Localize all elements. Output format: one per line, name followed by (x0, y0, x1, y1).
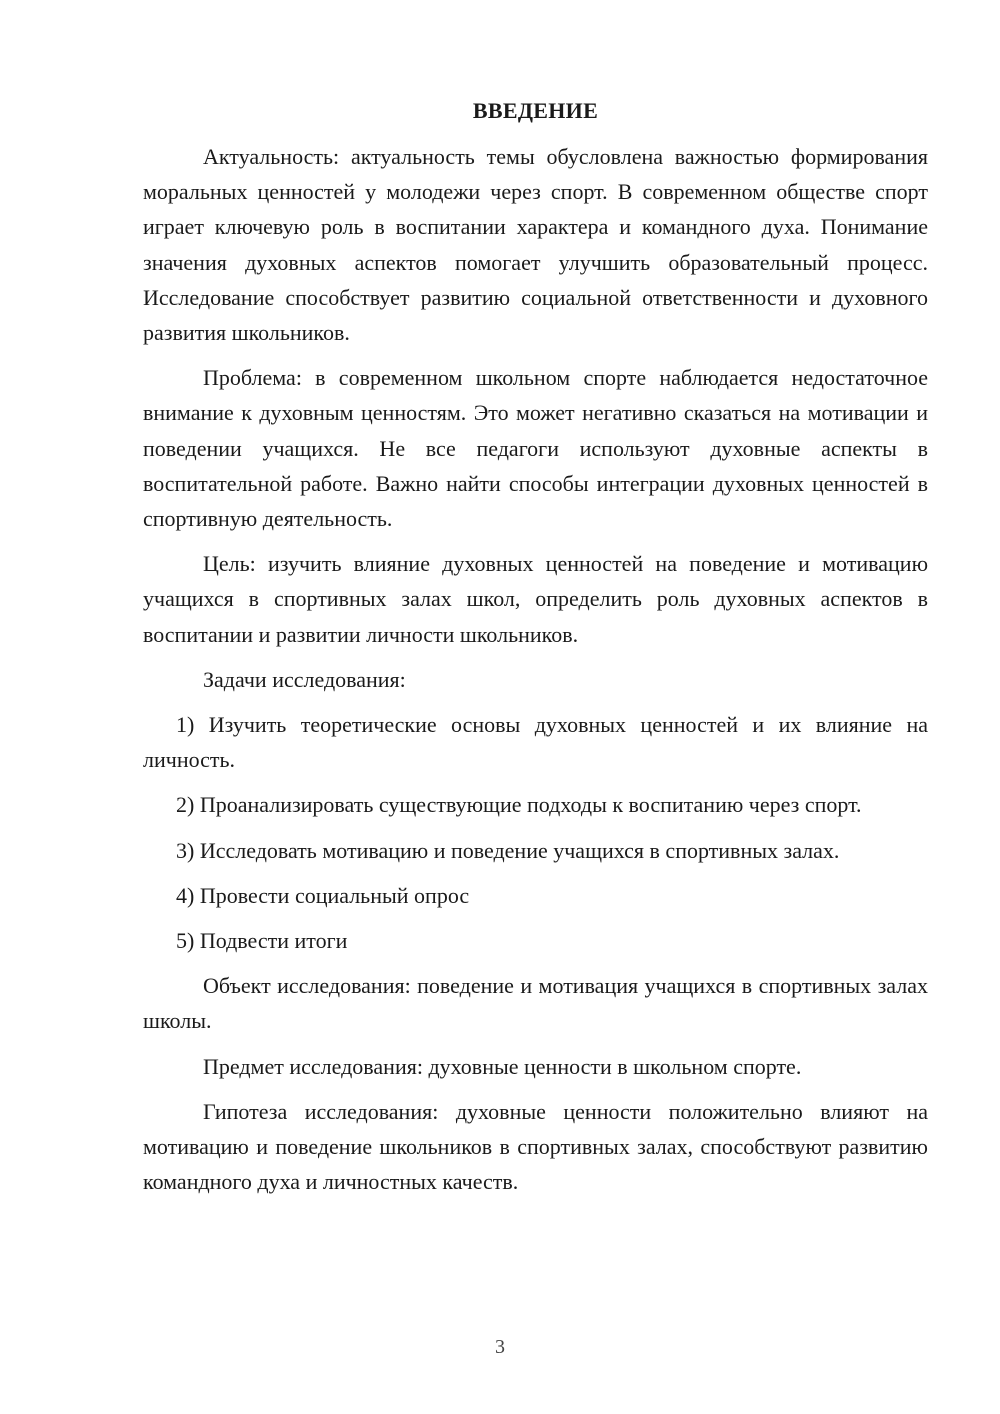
document-body (143, 96, 928, 1209)
section-title: ВВЕДЕНИЕ (472, 98, 599, 123)
relevance-paragraph: Актуальность: актуальность темы обусловлена важностью формирования моральных ценностей у молодежи через спорт. В современном обществе спорт играет ключевую роль в воспитании характера и командного духа. Понимание значения духовных аспектов помогает улучшить образовательный процесс. Исследование способствует развитию социальной ответственности и духовного развития школьников. (143, 144, 928, 346)
problem-paragraph: Проблема: в современном школьном спорте наблюдается недостаточное внимание к духовным ценностям. Это может негативно сказаться на мотивации и поведении учащихся. Не все педагоги используют духовные аспекты в воспитательной работе. Важно найти способы интеграции духовных ценностей в спортивную деятельность. (143, 365, 928, 532)
page-number: 3 (495, 1336, 505, 1358)
task-item-2: 2) Проанализировать существующие подходы к воспитанию через спорт. (176, 792, 862, 818)
task-item-1: 1) Изучить теоретические основы духовных ценностей и их влияние на личность. (143, 712, 928, 773)
task-item-4: 4) Провести социальный опрос (176, 882, 470, 908)
tasks-heading: Задачи исследования: (203, 666, 406, 692)
object-paragraph: Объект исследования: поведение и мотивация учащихся в спортивных залах школы. (143, 973, 928, 1034)
hypothesis-paragraph: Гипотеза исследования: духовные ценности положительно влияют на мотивацию и поведение школьников в спортивных залах, способствуют развитию командного духа и личностных качеств. (143, 1098, 928, 1195)
goal-paragraph: Цель: изучить влияние духовных ценностей на поведение и мотивацию учащихся в спортивных залах школ, определить роль духовных аспектов в воспитании и развитии личности школьников. (143, 551, 928, 647)
task-item-5: 5) Подвести итоги (176, 928, 348, 954)
task-item-3: 3) Исследовать мотивацию и поведение учащихся в спортивных залах. (176, 837, 840, 863)
subject-paragraph: Предмет исследования: духовные ценности в школьном спорте. (203, 1053, 802, 1079)
